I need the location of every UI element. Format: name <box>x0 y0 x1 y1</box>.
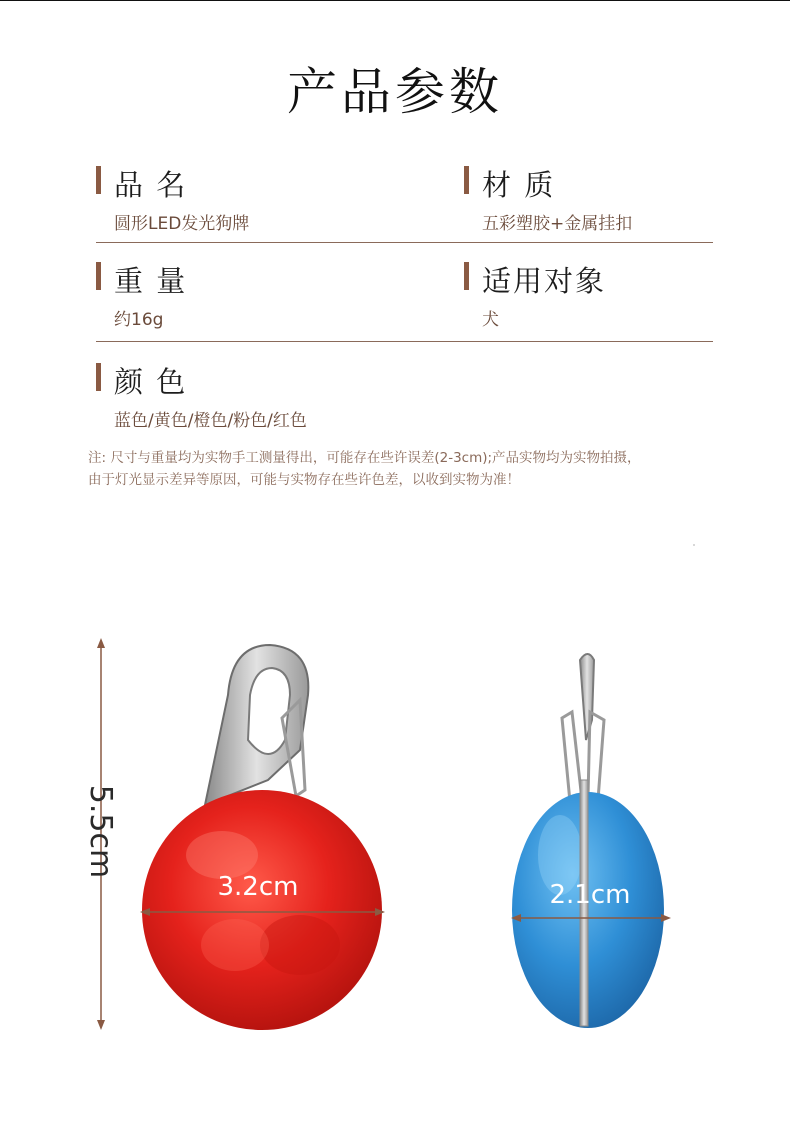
note-line: 注: 尺寸与重量均为实物手工测量得出，可能存在些许误差(2-3cm);产品实物均为实物拍摄， <box>88 450 641 466</box>
top-border-line <box>0 0 790 1</box>
red-pendant <box>142 790 382 1030</box>
page-title: 产品参数 <box>287 63 503 121</box>
product-photo <box>0 600 790 1100</box>
divider <box>96 242 713 243</box>
param-value: 圆形LED发光狗牌 <box>114 214 250 234</box>
disclaimer-note <box>88 447 728 491</box>
speck <box>693 544 695 546</box>
height-label: 5.5cm <box>83 784 119 879</box>
param-label: 品 名 <box>114 168 188 202</box>
param-value: 犬 <box>482 310 499 330</box>
param-value: 蓝色/黄色/橙色/粉色/红色 <box>114 411 307 431</box>
accent-bar <box>96 262 101 290</box>
param-label: 重 量 <box>114 264 188 298</box>
accent-bar <box>464 166 469 194</box>
accent-bar <box>96 166 101 194</box>
note-line: 由于灯光显示差异等原因，可能与实物存在些许色差，以收到实物为准！ <box>88 472 520 488</box>
param-label: 材 质 <box>482 168 556 202</box>
accent-bar <box>464 262 469 290</box>
divider <box>96 341 713 342</box>
param-label: 适用对象 <box>482 264 607 298</box>
red-width-label: 3.2cm <box>217 872 299 902</box>
accent-bar <box>96 363 101 391</box>
blue-width-label: 2.1cm <box>549 880 631 910</box>
param-label: 颜 色 <box>114 365 188 399</box>
param-value: 约16g <box>114 310 164 330</box>
red-pendant-clip <box>205 645 308 805</box>
param-value: 五彩塑胶+金属挂扣 <box>482 214 633 234</box>
